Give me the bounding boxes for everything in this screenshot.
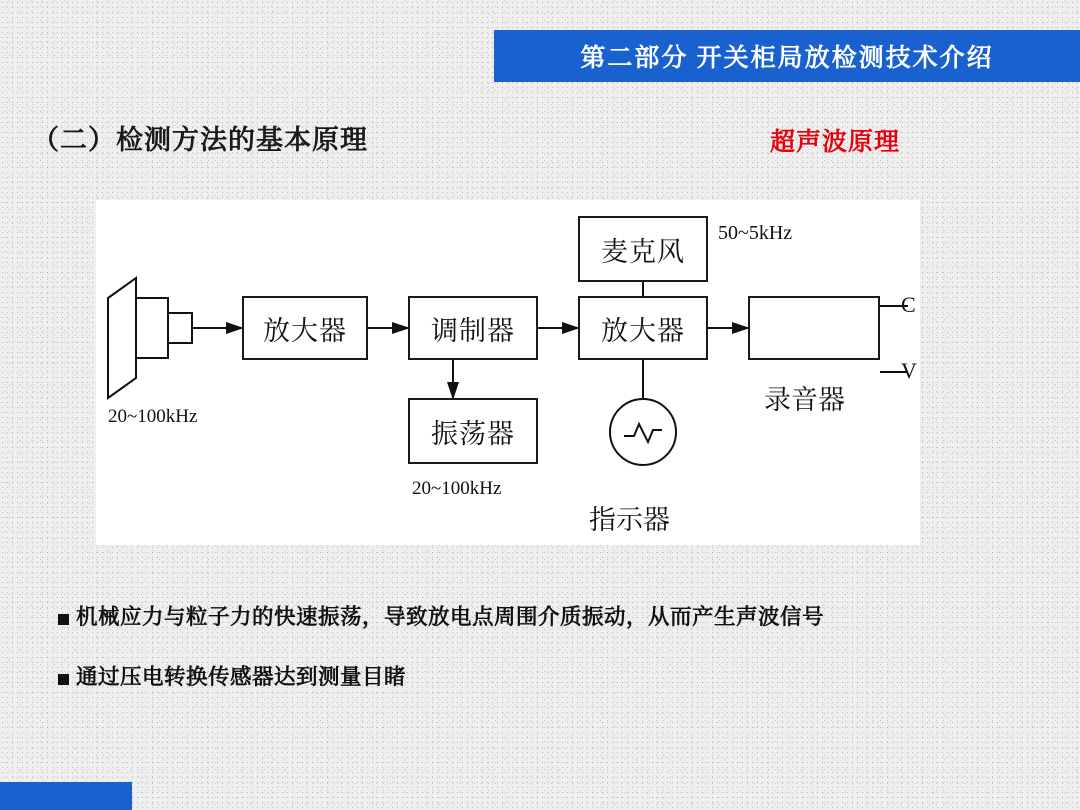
page-title: （二）检测方法的基本原理 (32, 125, 368, 155)
block-label-microphone: 麦克风 (601, 236, 685, 267)
ultrasonic-block-diagram (96, 200, 1080, 560)
page-subtitle: 超声波原理 (770, 128, 901, 156)
annotation-source-frequency: 20~100kHz (108, 406, 198, 427)
block-label-modulator: 调制器 (431, 315, 515, 346)
diagram-block-microphone (578, 216, 708, 282)
block-label-oscillator: 振荡器 (431, 418, 515, 449)
block-label-indicator: 指示器 (589, 505, 670, 535)
annotation-mic-frequency: 50~5kHz (718, 222, 793, 244)
block-label-recorder: 录音器 (764, 385, 845, 415)
header-banner-title: 第二部分 开关柜局放检测技术介绍 (580, 45, 994, 72)
list-item (58, 605, 1058, 631)
footer-accent-block (0, 782, 132, 810)
annotation-oscillator-frequency: 20~100kHz (412, 478, 502, 499)
block-label-amplifier2: 放大器 (601, 315, 685, 346)
header-banner (494, 30, 1080, 82)
square-bullet-icon (58, 674, 69, 685)
annotation-channel-c: C (901, 292, 916, 317)
bullet-list (58, 605, 1058, 725)
diagram-block-recorder-body (748, 296, 880, 360)
diagram-block-amplifier1 (242, 296, 368, 360)
list-item (58, 665, 1058, 691)
block-label-amplifier1: 放大器 (263, 315, 347, 346)
annotation-channel-v: V (901, 358, 917, 383)
bullet-text-2: 通过压电转换传感器达到测量目睹 (76, 664, 407, 689)
diagram-block-amplifier2 (578, 296, 708, 360)
diagram-block-modulator (408, 296, 538, 360)
diagram-block-oscillator (408, 398, 538, 464)
bullet-text-1: 机械应力与粒子力的快速振荡，导致放电点周围介质振动，从而产生声波信号 (76, 605, 825, 629)
square-bullet-icon (58, 614, 69, 625)
